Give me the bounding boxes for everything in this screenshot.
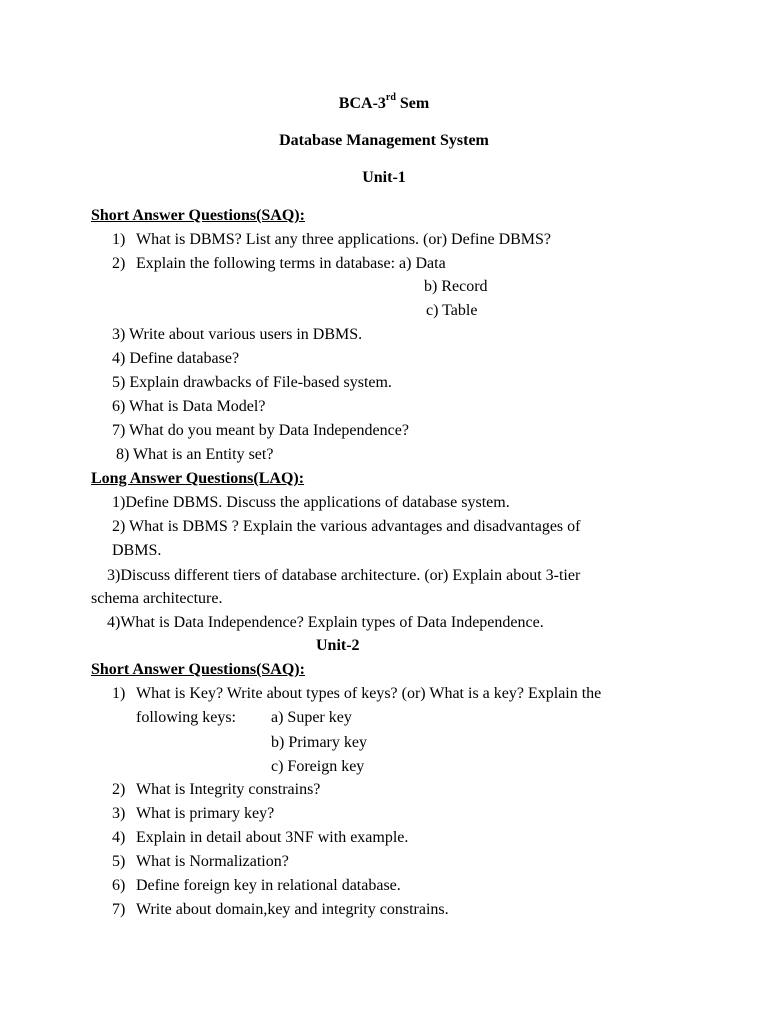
subject-title: Database Management System bbox=[279, 132, 489, 149]
unit2-saq-item: 7) Write about domain,key and integrity constrains. bbox=[112, 901, 449, 918]
unit1-laq-heading: Long Answer Questions(LAQ): bbox=[91, 470, 305, 487]
unit1-laq-item: 1)Define DBMS. Discuss the applications of database system. bbox=[112, 494, 510, 511]
unit1-saq-item: 6) What is Data Model? bbox=[112, 398, 266, 415]
unit1-saq-item: 4) Define database? bbox=[112, 350, 240, 367]
course-prefix: BCA-3 bbox=[338, 95, 386, 112]
unit1-laq-item-continued: schema architecture. bbox=[91, 590, 223, 607]
unit2-saq-item: 4) Explain in detail about 3NF with example. bbox=[112, 829, 409, 846]
unit2-saq-item: 1) What is Key? Write about types of keys? (or) What is a key? Explain the bbox=[112, 685, 602, 702]
unit1-saq-item: 3) Write about various users in DBMS. bbox=[112, 326, 363, 343]
unit1-saq-heading: Short Answer Questions(SAQ): bbox=[91, 207, 305, 224]
unit1-saq-item: 7) What do you meant by Data Independence? bbox=[112, 422, 409, 439]
unit1-laq-item: 3)Discuss different tiers of database architecture. (or) Explain about 3-tier bbox=[107, 567, 581, 584]
unit1-saq-item: 8) What is an Entity set? bbox=[116, 446, 274, 463]
unit2-saq-item: 3) What is primary key? bbox=[112, 805, 275, 822]
unit1-saq-subitem: c) Table bbox=[426, 302, 478, 319]
unit2-title: Unit-2 bbox=[316, 637, 360, 654]
unit1-saq-item: 1) What is DBMS? List any three applications. (or) Define DBMS? bbox=[112, 231, 552, 248]
unit2-saq-item: 5) What is Normalization? bbox=[112, 853, 289, 870]
unit1-saq-item: 5) Explain drawbacks of File-based system. bbox=[112, 374, 392, 391]
unit2-saq-subitem: b) Primary key bbox=[271, 734, 367, 751]
unit1-laq-item: 4)What is Data Independence? Explain types of Data Independence. bbox=[107, 614, 544, 631]
unit1-laq-item-continued: DBMS. bbox=[112, 542, 162, 559]
unit1-saq-subitem: b) Record bbox=[424, 278, 488, 295]
unit2-saq-item-continued: following keys: bbox=[136, 709, 236, 726]
unit2-saq-subitem: c) Foreign key bbox=[271, 758, 365, 775]
unit1-title: Unit-1 bbox=[362, 169, 406, 186]
unit2-saq-item: 6) Define foreign key in relational database. bbox=[112, 877, 401, 894]
course-suffix: Sem bbox=[395, 95, 430, 112]
unit1-saq-item: 2) Explain the following terms in database: a) Data bbox=[112, 255, 446, 272]
course-superscript: rd bbox=[385, 91, 396, 103]
course-title bbox=[0, 91, 768, 114]
unit2-saq-item: 2) What is Integrity constrains? bbox=[112, 781, 321, 798]
unit2-saq-heading: Short Answer Questions(SAQ): bbox=[91, 661, 305, 678]
unit1-laq-item: 2) What is DBMS ? Explain the various advantages and disadvantages of bbox=[112, 518, 581, 535]
unit2-saq-subitem: a) Super key bbox=[271, 709, 352, 726]
